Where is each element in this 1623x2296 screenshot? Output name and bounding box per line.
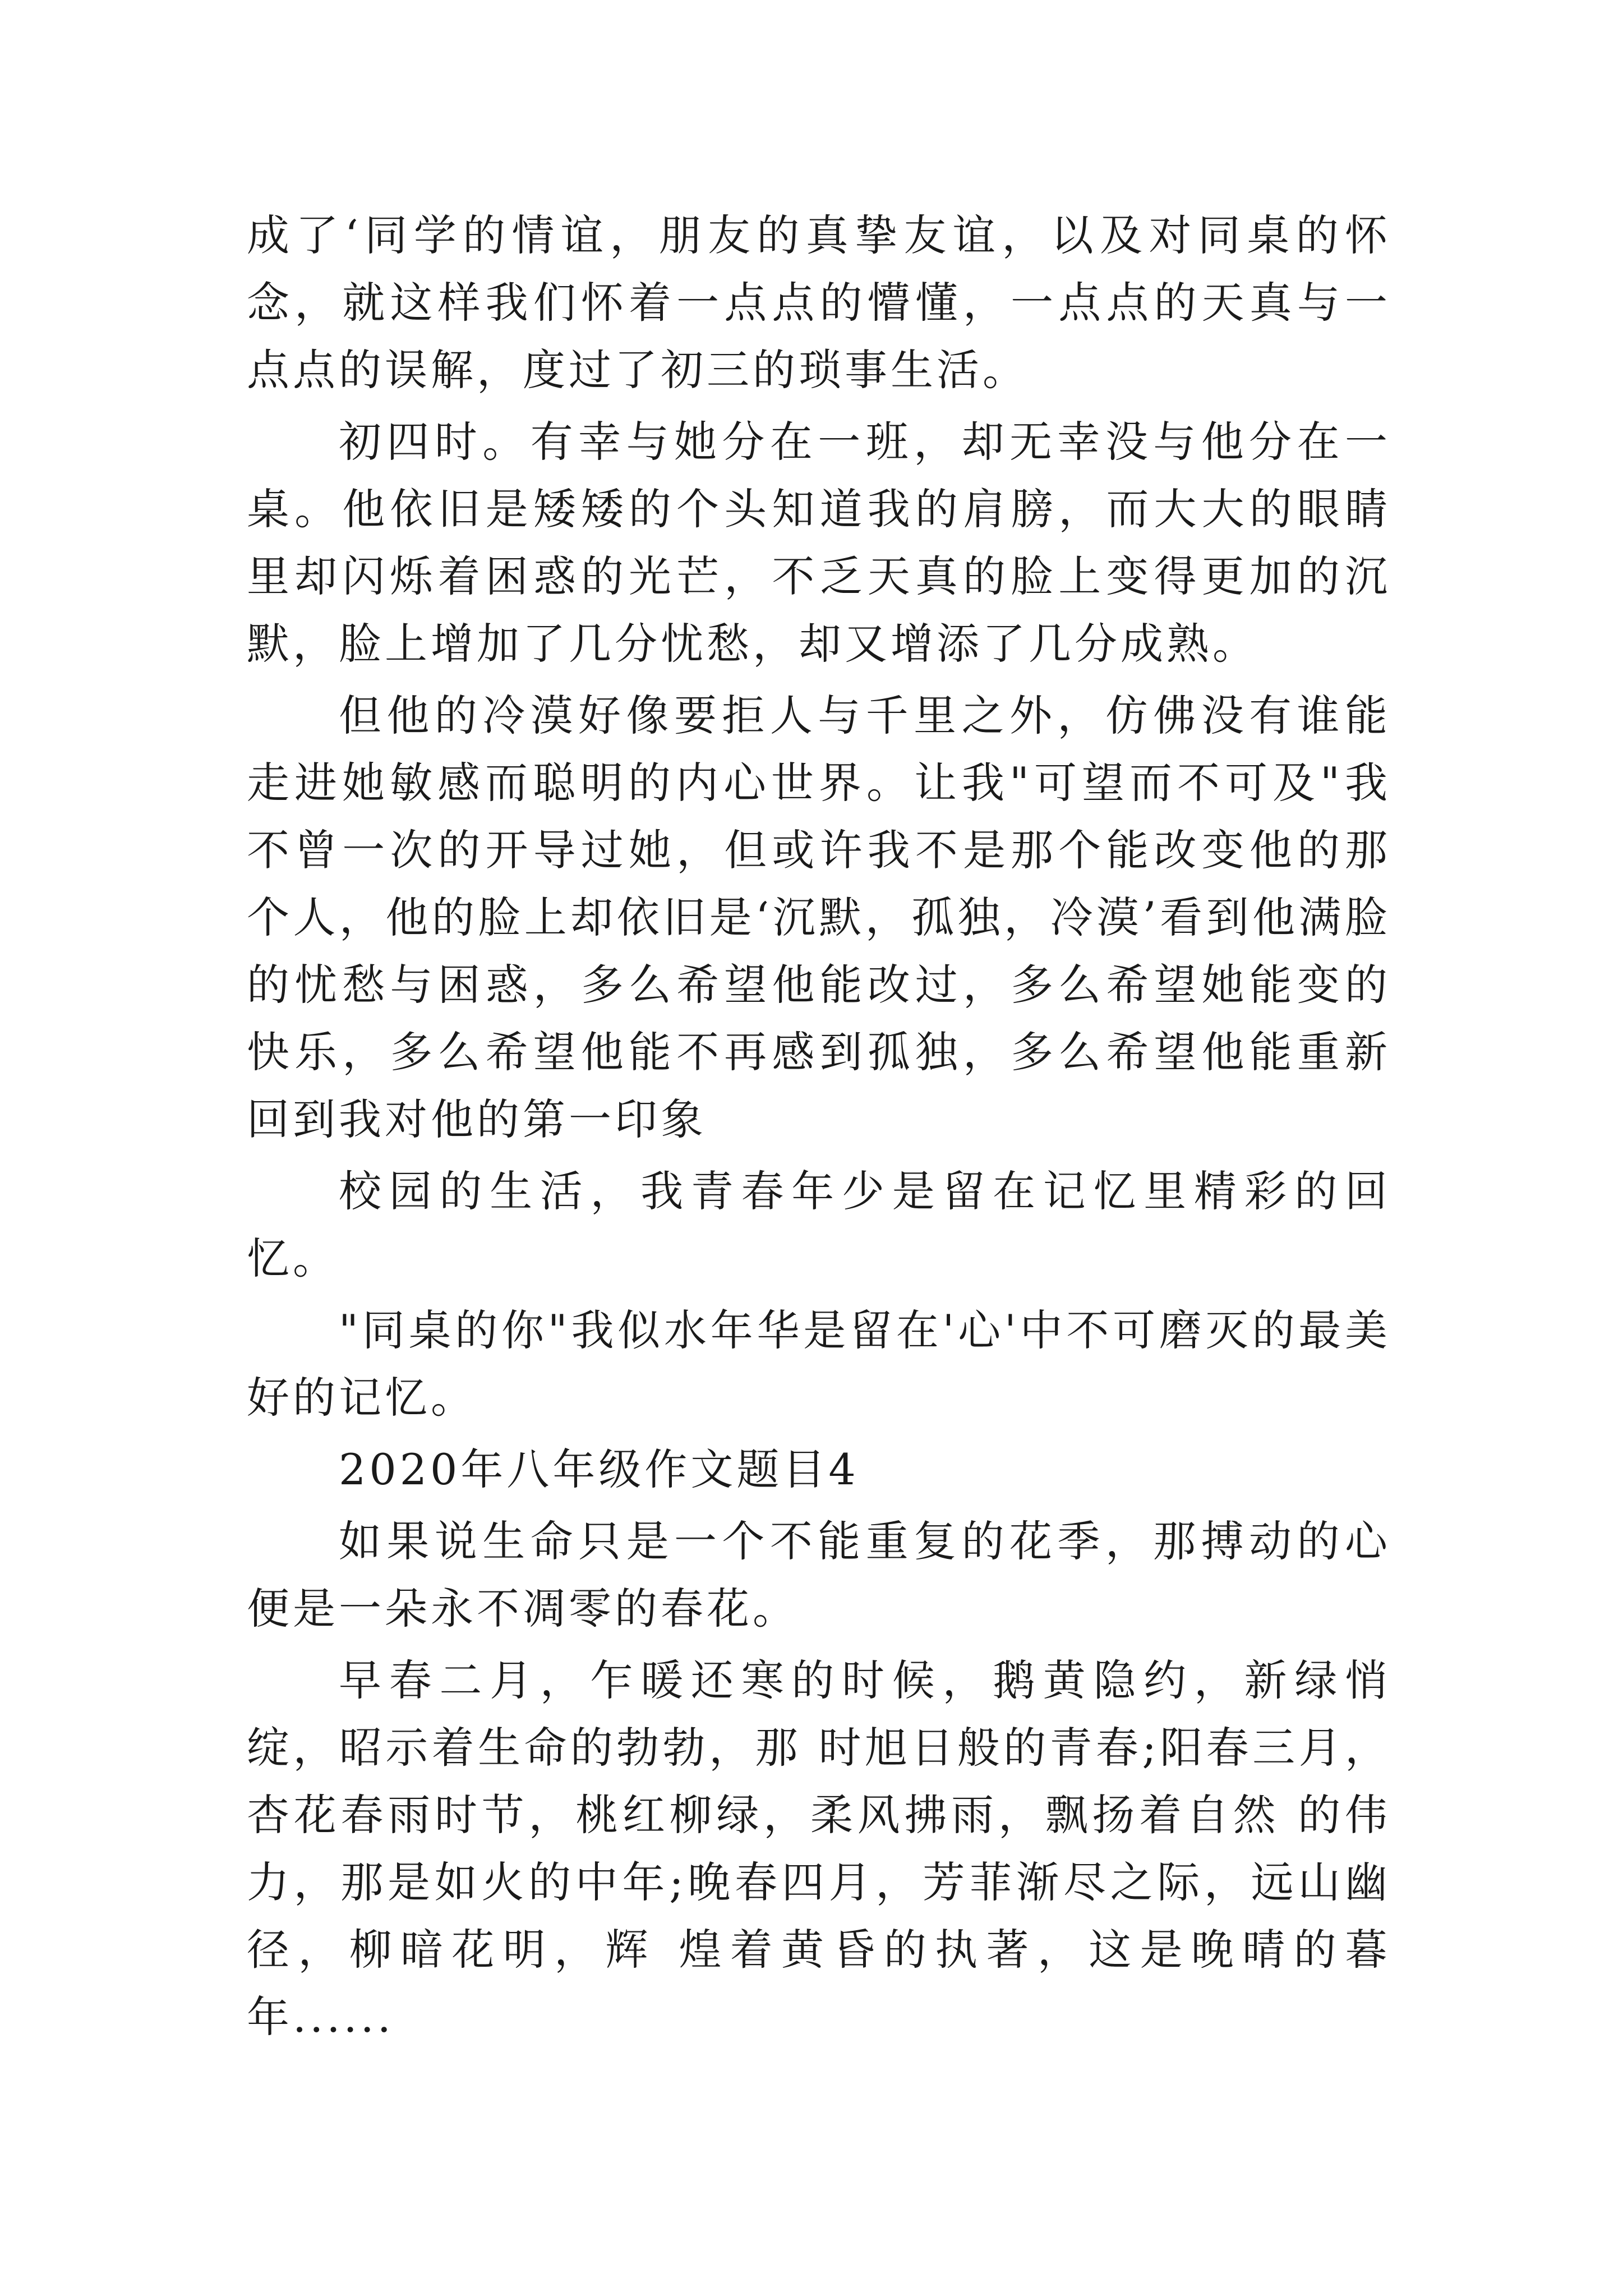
paragraph-6: 如果说生命只是一个不能重复的花季，那搏动的心便是一朵永不凋零的春花。 (247, 1516, 1391, 1634)
paragraph-7: 早春二月，乍暖还寒的时候，鹅黄隐约，新绿悄绽，昭示着生命的勃勃，那 时旭日般的青春;阳春三月，杏花春雨时节，桃红柳绿，柔风拂雨，飘扬着自然 的伟力，那是如火的中年;晚春四月，芳菲渐尽之际，远山幽径，柳暗花明，辉 煌着黄昏的执著，这是晚晴的暮年...... (247, 1655, 1391, 2042)
paragraph-2: 初四时。有幸与她分在一班，却无幸没与他分在一桌。他依旧是矮矮的个头知道我的肩膀，而大大的眼睛里却闪烁着困惑的光芒，不乏天真的脸上变得更加的沉默，脸上增加了几分忧愁，却又增添了几分成熟。 (247, 417, 1391, 669)
paragraph-3: 但他的冷漠好像要拒人与千里之外，仿佛没有谁能走进她敏感而聪明的内心世界。让我"可望而不可及"我不曾一次的开导过她，但或许我不是那个能改变他的那个人，他的脸上却依旧是‘沉默，孤独，冷漠’看到他满脸的忧愁与困惑，多么希望他能改过，多么希望她能变的快乐，多么希望他能不再感到孤独，多么希望他能重新回到我对他的第一印象 (247, 691, 1391, 1144)
paragraph-4: 校园的生活，我青春年少是留在记忆里精彩的回忆。 (247, 1166, 1391, 1283)
paragraph-5: "同桌的你"我似水年华是留在'心'中不可磨灭的最美好的记忆。 (247, 1305, 1391, 1423)
section-heading: 2020年八年级作文题目4 (339, 1444, 859, 1494)
paragraph-1: 成了‘同学的情谊，朋友的真挚友谊，以及对同桌的怀念，就这样我们怀着一点点的懵懂，一点点的天真与一点点的误解，度过了初三的琐事生活。 (247, 210, 1391, 395)
document-body (247, 202, 1391, 2055)
